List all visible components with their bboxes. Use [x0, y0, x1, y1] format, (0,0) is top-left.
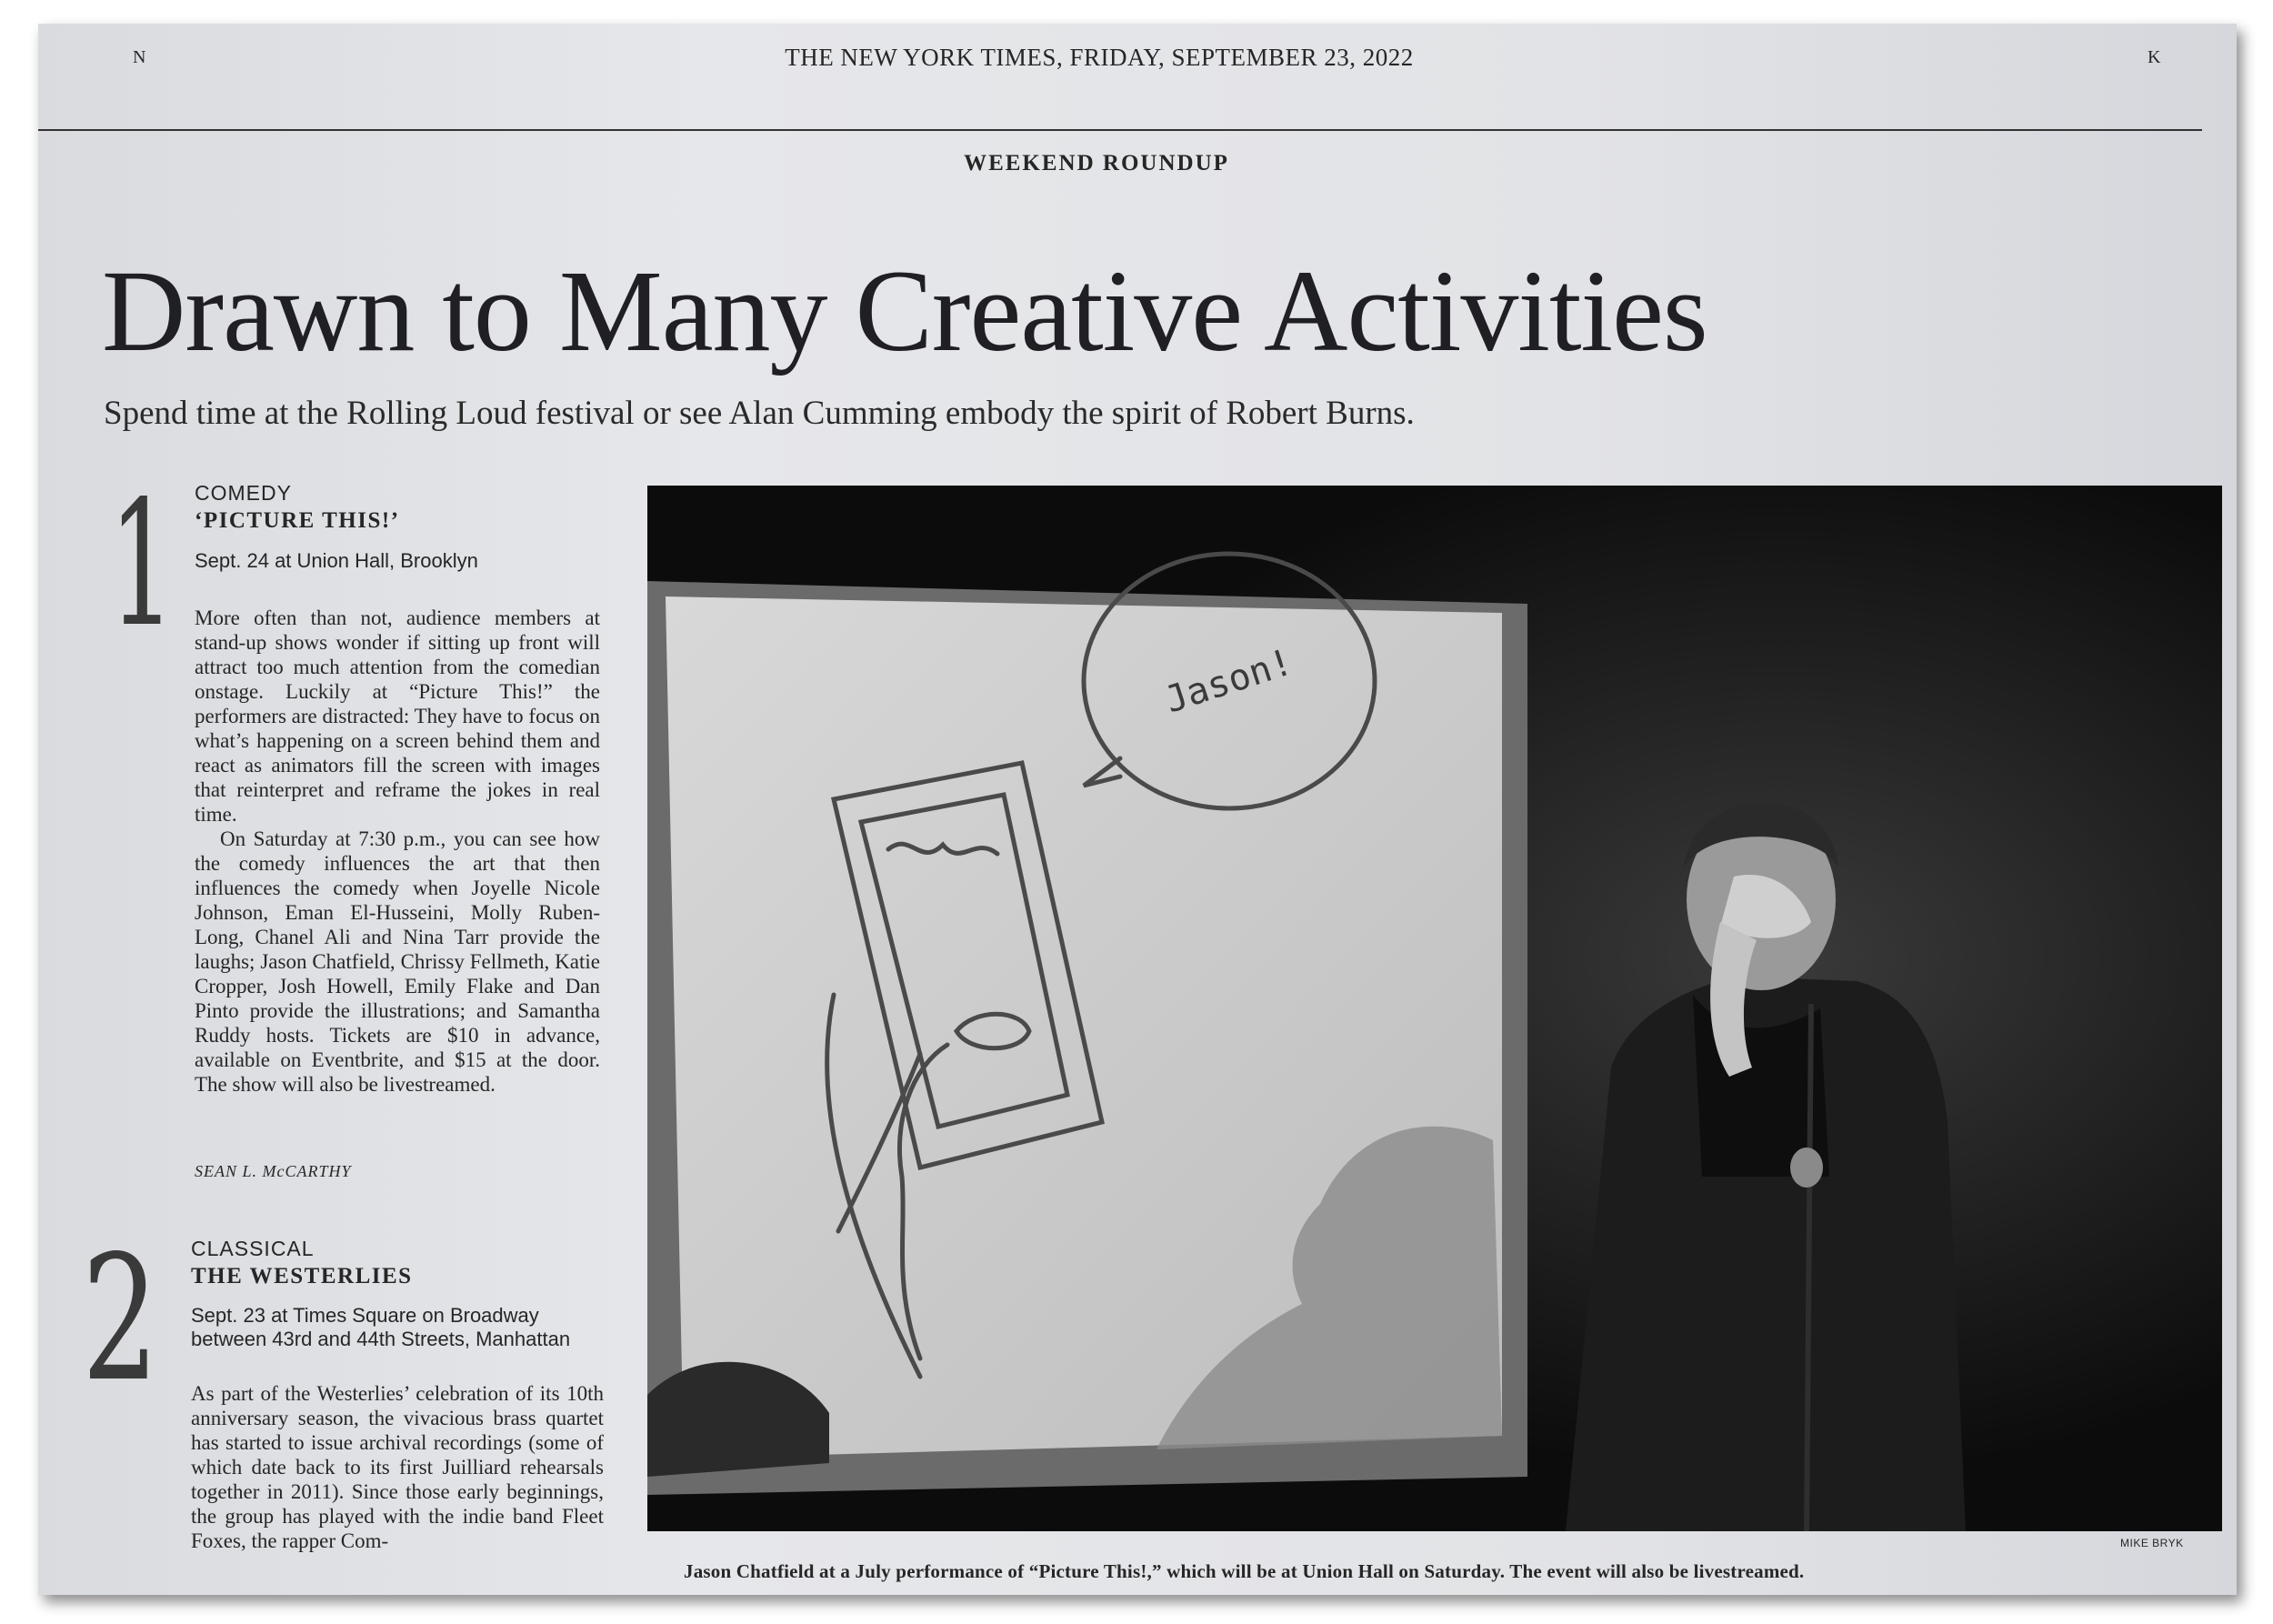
item-title-2: THE WESTERLIES: [191, 1264, 413, 1288]
item-2-when-line-1: Sept. 23 at Times Square on Broadway: [191, 1304, 539, 1327]
photo-illustration: [647, 486, 2222, 1531]
photo-credit: MIKE BRYK: [2120, 1537, 2184, 1549]
page-letter-left: N: [133, 47, 146, 67]
item-body-1: [195, 606, 600, 1097]
masthead-dateline: THE NEW YORK TIMES, FRIDAY, SEPTEMBER 23, 2022: [785, 44, 1414, 71]
item-number-2: 2: [82, 1218, 159, 1419]
performance-photo: [647, 486, 2222, 1531]
masthead-rule: [38, 129, 2202, 131]
item-2-when-line-2: between 43rd and 44th Streets, Manhattan: [191, 1328, 571, 1350]
page-letter-right: K: [2148, 47, 2161, 67]
item-when-where-2: [191, 1304, 570, 1351]
item-when-where-1: Sept. 24 at Union Hall, Brooklyn: [195, 549, 478, 572]
item-1-paragraph-2: On Saturday at 7:30 p.m., you can see how the comedy influences the art that then influences the comedy when Joyelle Nicole Johnson, Eman El-Husseini, Molly Ruben-Long, Chanel Ali and Nina Tarr provide the laughs; Jason Chatfield, Chrissy Fellmeth, Katie Cropper, Josh Howell, Emily Flake and Dan Pinto provide the illustrations; and Samantha Ruddy hosts. Tickets are $10 in advance, available on Eventbrite, and $15 at the door. The show will also be livestreamed.: [195, 827, 600, 1096]
item-category-1: COMEDY: [195, 481, 292, 505]
item-byline-1: SEAN L. McCARTHY: [195, 1162, 352, 1180]
item-category-2: CLASSICAL: [191, 1237, 315, 1260]
photo-caption: Jason Chatfield at a July performance of “Picture This!,” which will be at Union Hall on Saturday. The event will also be livestreamed.: [684, 1560, 1805, 1582]
item-title-1: ‘PICTURE THIS!’: [195, 508, 400, 533]
item-2-paragraph-1: As part of the Westerlies’ celebration of its 10th anniversary season, the vivacious brass quartet has started to issue archival recordings (some of which date back to its first Juilliard rehearsals together in 2011). Since those early beginnings, the group has played with the indie band Fleet Foxes, the rapper Com-: [191, 1382, 604, 1552]
section-kicker: WEEKEND ROUNDUP: [964, 151, 1229, 175]
speech-bubble-text: Jason!: [1159, 641, 1298, 722]
dek: Spend time at the Rolling Loud festival or see Alan Cumming embody the spirit of Robert Burns.: [104, 395, 1415, 432]
item-body-2: [191, 1381, 604, 1553]
headline: Drawn to Many Creative Activities: [102, 246, 1707, 376]
newspaper-page: [38, 24, 2237, 1595]
item-number-1: 1: [109, 464, 175, 665]
item-1-paragraph-1: More often than not, audience members at stand-up shows wonder if sitting up front will attract too much attention from the comedian onstage. Luckily at “Picture This!” the performers are distracted: They have to focus on what’s happening on a screen behind them and react as animators fill the screen with images that reinterpret and reframe the jokes in real time.: [195, 606, 600, 826]
